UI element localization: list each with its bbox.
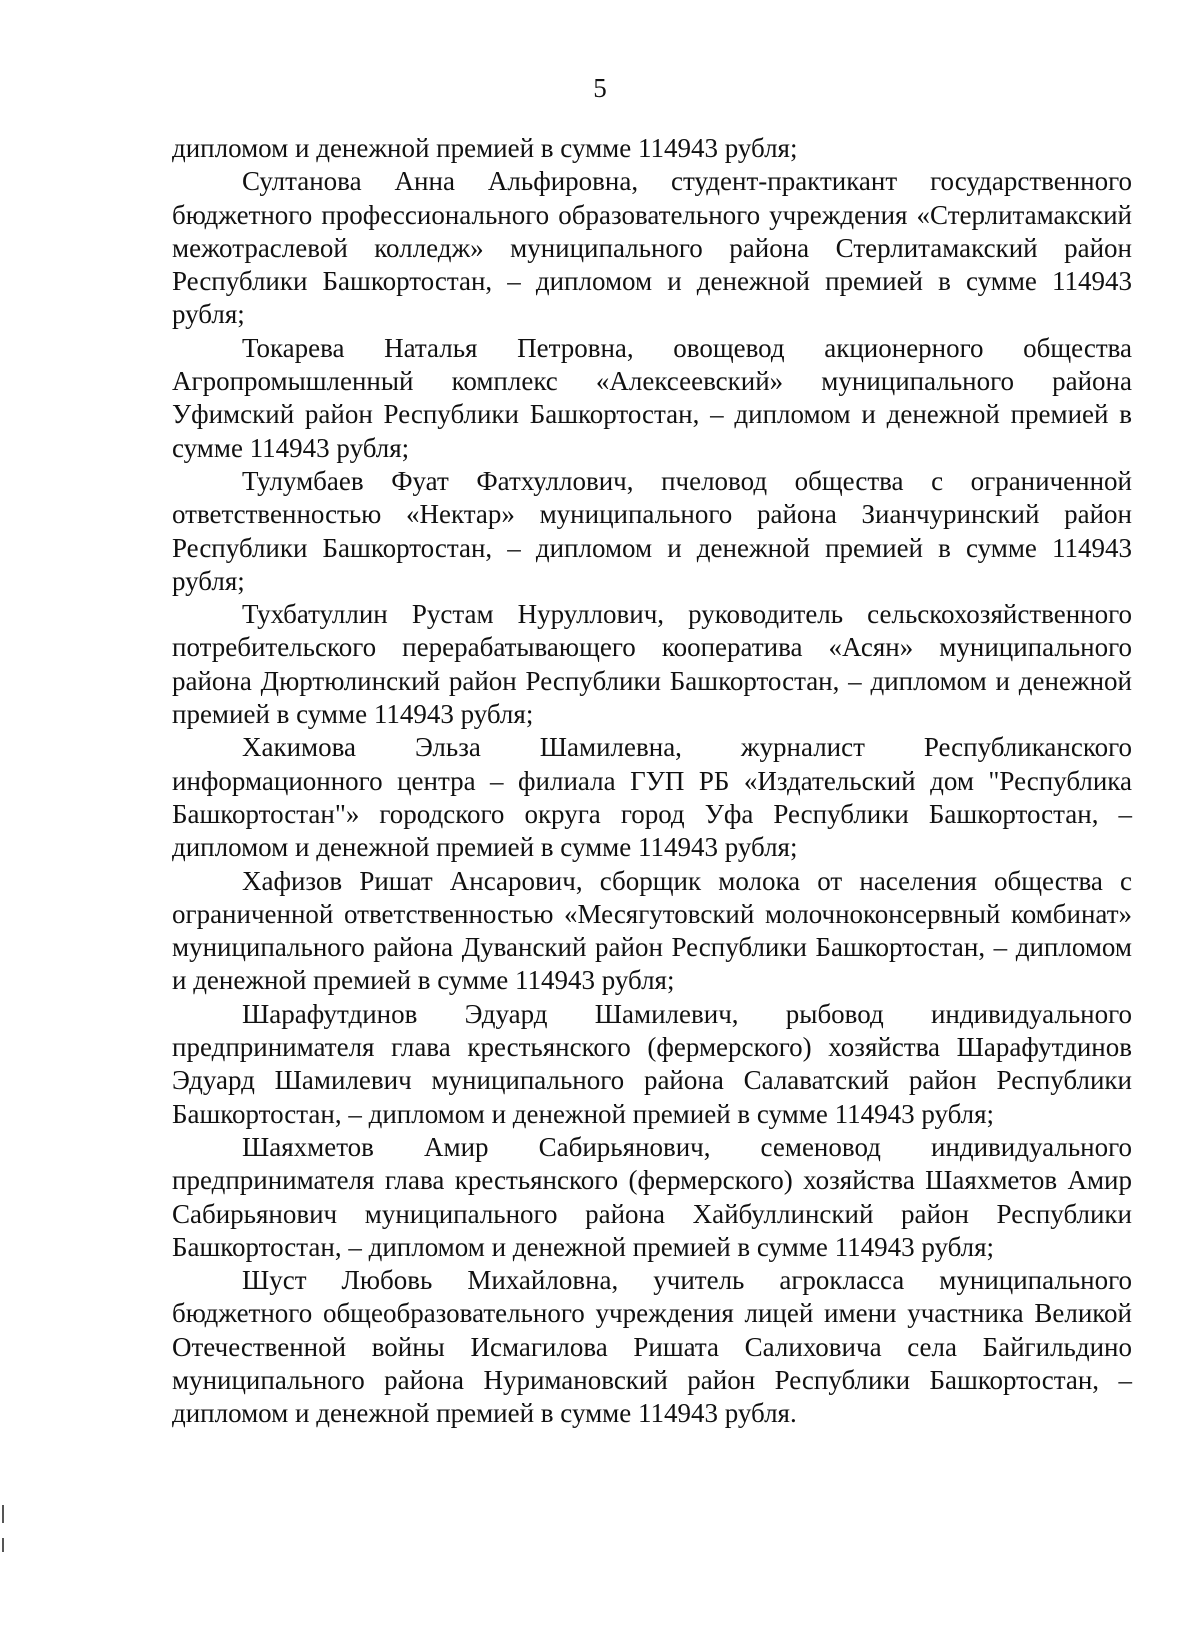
award-entry-khakimova: Хакимова Эльза Шамилевна, журналист Республиканского информационного центра – филиала ГУП РБ «Издательский дом "Республика Башкортостан"» городского округа город Уфа Республики Башкортостан, – дипломом и денежной премией в сумме 114943 рубля; (172, 732, 1132, 863)
page-number: 5 (593, 73, 607, 103)
scan-edge-mark (2, 1538, 4, 1552)
award-entry-tulumbaev: Тулумбаев Фуат Фатхуллович, пчеловод общества с ограниченной ответственностью «Нектар» муниципального района Зианчуринский район Республики Башкортостан, – дипломом и денежной премией в сумме 114943 рубля; (172, 465, 1132, 596)
award-entry-tukhbatullin: Тухбатуллин Рустам Нуруллович, руководитель сельскохозяйственного потребительского перерабатывающего кооператива «Асян» муниципального района Дюртюлинский район Республики Башкортостан, – дипломом и денежной премией в сумме 114943 рубля; (172, 599, 1132, 730)
paragraph-continuation: дипломом и денежной премией в сумме 114943 рубля; (172, 133, 798, 163)
document-body (172, 132, 1132, 1431)
award-entry-shayakhmetov: Шаяхметов Амир Сабирьянович, семеновод индивидуального предпринимателя глава крестьянского (фермерского) хозяйства Шаяхметов Амир Сабирьянович муниципального района Хайбуллинский район Республики Башкортостан, – дипломом и денежной премией в сумме 114943 рубля; (172, 1131, 1132, 1262)
award-entry-tokareva: Токарева Наталья Петровна, овощевод акционерного общества Агропромышленный комплекс «Алексеевский» муниципального района Уфимский район Республики Башкортостан, – дипломом и денежной премией в сумме 114943 рубля; (172, 332, 1132, 463)
scan-edge-mark (2, 1505, 4, 1523)
award-entry-sultanova: Султанова Анна Альфировна, студент-практикант государственного бюджетного профессионального образовательного учреждения «Стерлитамакский межотраслевой колледж» муниципального района Стерлитамакский район Республики Башкортостан, – дипломом и денежной премией в сумме 114943 рубля; (172, 166, 1132, 330)
award-entry-khafizov: Хафизов Ришат Ансарович, сборщик молока от населения общества с ограниченной ответственностью «Месягутовский молочноконсервный комбинат» муниципального района Дуванский район Республики Башкортостан, – дипломом и денежной премией в сумме 114943 рубля; (172, 865, 1132, 996)
award-entry-sharafutdinov: Шарафутдинов Эдуард Шамилевич, рыбовод индивидуального предпринимателя глава крестьянского (фермерского) хозяйства Шарафутдинов Эдуард Шамилевич муниципального района Салаватский район Республики Башкортостан, – дипломом и денежной премией в сумме 114943 рубля; (172, 998, 1132, 1129)
award-entry-shust: Шуст Любовь Михайловна, учитель агрокласса муниципального бюджетного общеобразовательного учреждения лицей имени участника Великой Отечественной войны Исмагилова Ришата Салиховича села Байгильдино муниципального района Нуримановский район Республики Башкортостан, – дипломом и денежной премией в сумме 114943 рубля. (172, 1265, 1132, 1429)
